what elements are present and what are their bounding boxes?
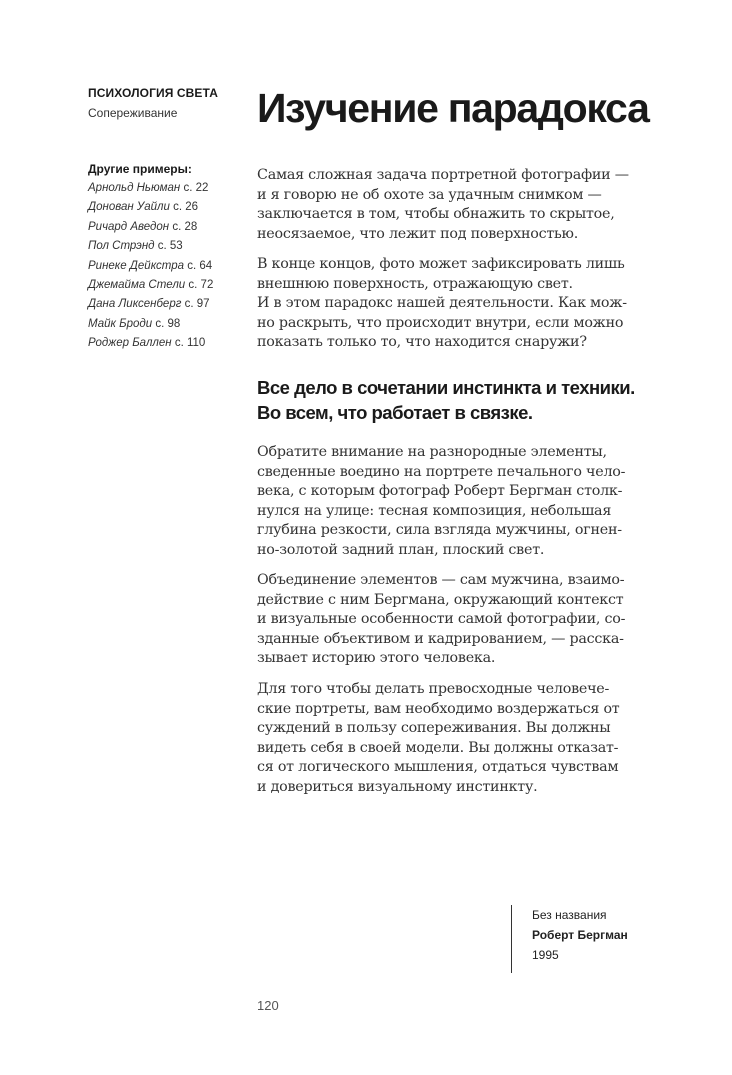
text-line: и довериться визуальному инстинкту.: [257, 778, 538, 795]
text-line: внешнюю поверхность, отражающую свет.: [257, 275, 573, 292]
text-line: И в этом парадокс нашей деятельности. Как мож-: [257, 295, 627, 312]
body-paragraph-2: [257, 571, 657, 669]
text-line: Обратите внимание на разнородные элементы,: [257, 444, 607, 460]
subheading-line: Все дело в сочетании инстинкта и техники.: [257, 377, 635, 398]
example-name: Арнольд Ньюман: [88, 182, 181, 194]
text-line: Объединение элементов — сам мужчина, взаимо-: [257, 572, 625, 588]
text-line: неосязаемое, что лежит под поверхностью.: [257, 225, 579, 242]
page-title: Изучение парадокса: [257, 85, 649, 131]
other-examples-list: [88, 179, 248, 354]
other-examples-title: Другие примеры:: [88, 162, 192, 176]
text-line: ся от логического мышления, отдаться чувствам: [257, 759, 619, 776]
example-page: с. 53: [157, 240, 183, 253]
example-item: [88, 218, 248, 237]
example-item: [88, 334, 248, 353]
example-name: Дана Ликсенберг: [88, 298, 182, 311]
example-item: [88, 257, 248, 276]
example-page: с. 22: [183, 182, 209, 194]
example-page: с. 98: [155, 317, 181, 330]
main-header: [257, 84, 657, 132]
example-page: с. 64: [187, 259, 213, 272]
text-line: В конце концов, фото может зафиксировать лишь: [257, 256, 625, 272]
text-line: но-золотой задний план, плоский свет.: [257, 541, 545, 558]
example-page: с. 72: [188, 279, 214, 292]
text-line: суждений в пользу сопереживания. Вы должны: [257, 720, 611, 737]
text-line: нулся на улице: тесная композиция, небольшая: [257, 502, 612, 519]
text-line: зданные объективом и кадрированием, — расска-: [257, 630, 624, 647]
text-line: и визуальные особенности самой фотографии, со-: [257, 611, 626, 628]
page-number: 120: [257, 998, 279, 1013]
example-name: Джемайма Стели: [88, 279, 186, 292]
text-line: века, с которым фотограф Роберт Бергман столк-: [257, 483, 623, 500]
subheading-line: Во всем, что работает в связке.: [257, 402, 533, 423]
example-item: [88, 315, 248, 334]
text-line: и я говорю не об охоте за удачным снимком —: [257, 186, 602, 203]
text-line: Для того чтобы делать превосходные человече-: [257, 681, 610, 697]
caption-title: Без названия: [532, 908, 607, 922]
example-page: с. 97: [184, 298, 210, 311]
section-label: ПСИХОЛОГИЯ СВЕТА: [88, 86, 218, 100]
subheading: [257, 375, 657, 425]
intro-paragraph-1: [257, 166, 657, 244]
example-item: [88, 295, 248, 314]
text-line: показать только то, что находится снаружи?: [257, 334, 587, 351]
text-line: действие с ним Бергмана, окружающий контекст: [257, 591, 624, 608]
example-name: Пол Стрэнд: [88, 240, 155, 253]
text-line: заключается в том, чтобы обнажить то скрытое,: [257, 206, 615, 223]
caption-author: Роберт Бергман: [532, 928, 628, 942]
example-item: [88, 276, 248, 295]
example-page: с. 28: [172, 220, 198, 233]
sidebar: [88, 86, 248, 354]
example-name: Роджер Баллен: [88, 337, 172, 350]
other-examples: [88, 162, 248, 354]
body-paragraph-3: [257, 680, 657, 798]
example-name: Донован Уайли: [88, 201, 170, 214]
text-line: но раскрыть, что происходит внутри, если можно: [257, 314, 624, 331]
text-line: сведенные воедино на портрете печального чело-: [257, 463, 626, 480]
text-line: Самая сложная задача портретной фотографии —: [257, 167, 629, 183]
text-line: видеть себя в своей модели. Вы должны отказат-: [257, 739, 619, 756]
photo-caption: [511, 905, 642, 973]
example-item: [88, 237, 248, 256]
text-line: зывает историю этого человека.: [257, 650, 496, 667]
example-name: Ринеке Дейкстра: [88, 259, 184, 272]
intro-paragraph-2: [257, 255, 657, 353]
example-item: [88, 179, 248, 198]
example-page: с. 26: [173, 201, 199, 214]
example-page: с. 110: [174, 337, 206, 350]
section-subtitle: Сопереживание: [88, 106, 178, 120]
text-line: глубина резкости, сила взгляда мужчины, огнен-: [257, 522, 622, 539]
body-paragraph-1: [257, 443, 657, 561]
example-name: Майк Броди: [88, 317, 153, 330]
text-line: ские портреты, вам необходимо воздержаться от: [257, 700, 620, 717]
example-item: [88, 198, 248, 217]
example-name: Ричард Аведон: [88, 220, 170, 233]
caption-year: 1995: [532, 948, 559, 962]
